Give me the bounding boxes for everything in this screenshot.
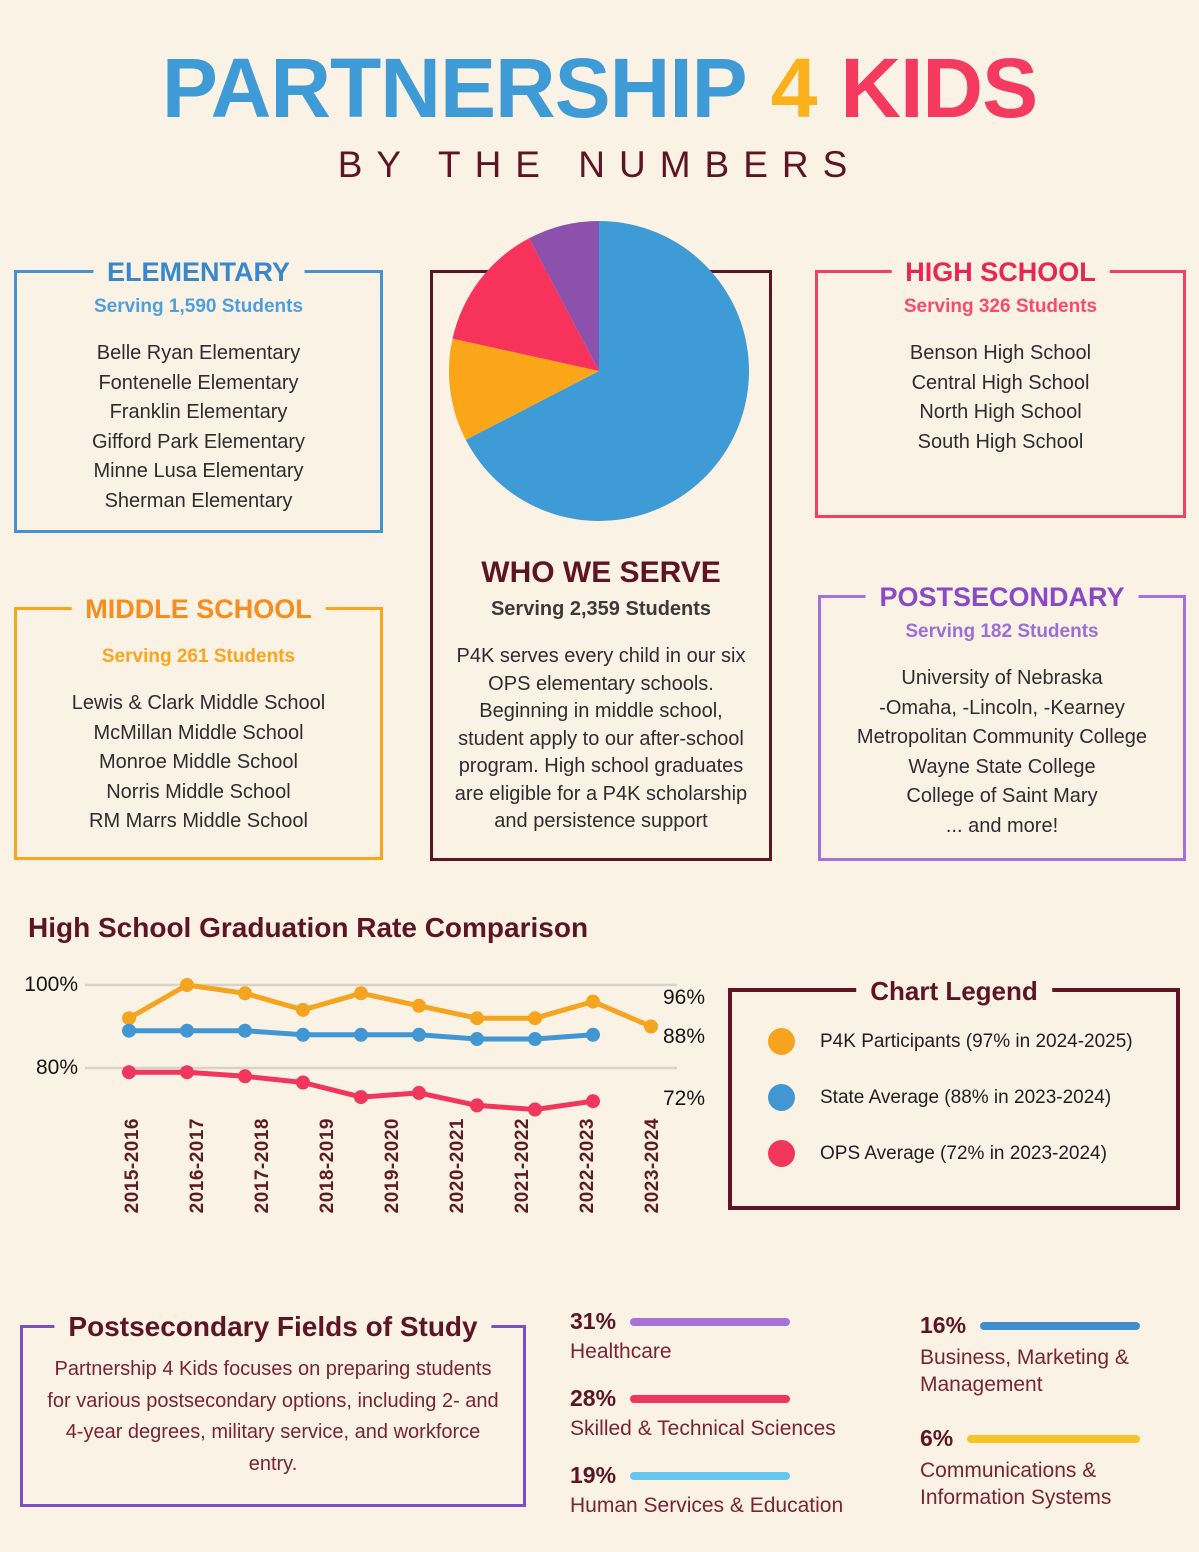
stat-bar [630,1472,790,1480]
list-item: Belle Ryan Elementary [96,342,301,364]
data-point-state [238,1024,252,1038]
list-item: Wayne State College [908,755,1096,778]
stat-label: Healthcare [570,1340,672,1363]
list-item: Benson High School [909,342,1092,364]
x-axis-tick [360,1118,425,1242]
right-label-p4k-final: 96% [663,986,706,1009]
title-4: 4 [770,41,817,135]
stat-percentage: 19% [570,1462,617,1488]
fields-of-study-section [20,1311,526,1507]
data-point-state [470,1032,484,1046]
data-point-ops [180,1065,194,1079]
legend-item-p4k [768,1028,1176,1055]
right-label-state-final: 88% [663,1025,706,1048]
data-point-p4k [586,995,600,1009]
data-point-p4k [180,978,194,992]
header [0,38,1199,186]
stat-label: Business, Marketing & Management [920,1346,1129,1396]
list-item: North High School [919,401,1082,423]
list-item: Franklin Elementary [109,401,288,423]
line-series-p4k [129,985,651,1027]
data-point-ops [122,1065,136,1079]
pie-chart-svg [449,221,749,521]
legend-item-state [768,1084,1176,1111]
data-point-p4k [470,1011,484,1025]
data-point-p4k [412,999,426,1013]
x-tick-label: 2023-2024 [641,1118,663,1214]
who-we-serve-pie-chart [449,221,749,521]
list-item: Monroe Middle School [99,751,298,773]
list-item: Central High School [911,371,1090,394]
x-tick-label: 2015-2016 [121,1118,143,1214]
stat-percentage: 28% [570,1385,617,1411]
list-item: Metropolitan Community College [856,726,1148,748]
postsecondary-list [821,664,1183,841]
middle-school-section [14,594,383,860]
x-tick-label: 2017-2018 [251,1118,273,1214]
list-item: McMillan Middle School [93,721,304,744]
x-tick-label: 2022-2023 [576,1118,598,1214]
page-title [0,38,1199,138]
stat-communications [920,1425,1140,1511]
data-point-ops [528,1103,542,1117]
x-tick-label: 2016-2017 [186,1118,208,1214]
data-point-ops [238,1069,252,1083]
right-label-ops-final: 72% [663,1087,706,1110]
stat-row [570,1385,790,1412]
middle-school-title: MIDDLE SCHOOL [71,591,326,627]
list-item: Lewis & Clark Middle School [71,692,326,714]
legend-item-ops [768,1140,1176,1167]
stat-bar [967,1435,1140,1443]
stat-row [920,1425,1140,1452]
data-point-state [528,1032,542,1046]
who-we-serve-serving-count: Serving 2,359 Students [490,598,712,620]
x-axis-tick [555,1118,620,1242]
fields-of-study-title: Postsecondary Fields of Study [54,1309,491,1345]
legend-item-label: OPS Average (72% in 2023-2024) [820,1142,1107,1164]
list-item: Minne Lusa Elementary [93,460,304,482]
title-kids: KIDS [840,41,1038,135]
state-dot-icon [768,1084,795,1111]
high-school-serving-count: Serving 326 Students [903,296,1098,317]
list-item: Gifford Park Elementary [91,430,306,453]
data-point-ops [296,1076,310,1090]
postsecondary-section [818,582,1186,861]
chart-legend-items [768,1028,1176,1167]
data-point-p4k [122,1011,136,1025]
high-school-title: HIGH SCHOOL [891,254,1110,290]
data-point-p4k [644,1020,658,1034]
x-axis-tick [100,1118,165,1242]
data-point-p4k [354,986,368,1000]
high-school-list [818,339,1183,457]
data-point-state [180,1024,194,1038]
fields-of-study-description: Partnership 4 Kids focuses on preparing students for various postsecondary options, including 2- and 4-year degrees, military service, and workforce entry. [47,1358,499,1475]
x-axis-tick [620,1118,685,1242]
x-axis-labels [100,1118,685,1242]
graduation-chart-title: High School Graduation Rate Comparison [28,912,589,943]
stat-percentage: 6% [920,1425,954,1451]
postsecondary-title: POSTSECONDARY [865,579,1138,615]
x-tick-label: 2021-2022 [511,1118,533,1214]
y-axis-label-100: 100% [24,973,78,996]
x-axis-tick [425,1118,490,1242]
legend-item-label: State Average (88% in 2023-2024) [820,1086,1112,1108]
stat-percentage: 16% [920,1312,967,1338]
stat-bar [630,1318,790,1326]
data-point-p4k [238,986,252,1000]
postsecondary-serving-count: Serving 182 Students [905,621,1099,642]
data-point-p4k [528,1011,542,1025]
elementary-serving-count: Serving 1,590 Students [93,296,304,317]
list-item: Sherman Elementary [104,489,293,512]
fields-stats-column-2 [920,1312,1140,1532]
who-we-serve-description: P4K serves every child in our six OPS elementary schools. Beginning in middle school, student apply to our after-school program. High school graduates are eligible for a P4K scholarship and persistence support [454,645,748,832]
middle-school-list [17,689,380,837]
stat-percentage: 31% [570,1308,617,1334]
stat-row [570,1462,790,1489]
page-subtitle: BY THE NUMBERS [337,144,862,185]
data-point-ops [412,1086,426,1100]
list-item: South High School [917,430,1084,453]
list-item: Fontenelle Elementary [98,371,299,394]
high-school-section [815,257,1186,518]
list-item: ... and more! [945,814,1059,837]
stat-skilled-technical [570,1385,836,1441]
x-axis-tick [230,1118,295,1242]
stat-label: Communications & Information Systems [920,1459,1112,1509]
elementary-section [14,257,383,533]
list-item: -Omaha, -Lincoln, -Kearney [879,696,1125,719]
x-axis-tick [490,1118,555,1242]
title-partnership: PARTNERSHIP [161,41,747,135]
ops-dot-icon [768,1140,795,1167]
who-we-serve-title: WHO WE SERVE [481,556,721,589]
y-axis-label-80: 80% [35,1056,78,1079]
chart-legend-title: Chart Legend [856,973,1052,1009]
elementary-school-list [17,339,380,516]
data-point-state [586,1028,600,1042]
data-point-p4k [296,1003,310,1017]
data-point-state [296,1028,310,1042]
data-point-state [412,1028,426,1042]
data-point-ops [470,1098,484,1112]
stat-human-services [570,1462,844,1518]
data-point-ops [586,1094,600,1108]
chart-legend [728,976,1180,1210]
stat-bar [630,1395,790,1403]
x-tick-label: 2020-2021 [446,1118,468,1214]
list-item: College of Saint Mary [906,785,1098,807]
stat-healthcare [570,1308,790,1364]
x-tick-label: 2019-2020 [381,1118,403,1214]
stat-business [920,1312,1140,1398]
data-point-state [354,1028,368,1042]
stat-label: Human Services & Education [570,1494,844,1517]
stat-row [570,1308,790,1335]
middle-school-serving-count: Serving 261 Students [101,646,296,667]
x-axis-tick [165,1118,230,1242]
stat-row [920,1312,1140,1339]
data-point-state [122,1024,136,1038]
list-item: Norris Middle School [106,780,291,803]
p4k-dot-icon [768,1028,795,1055]
list-item: RM Marrs Middle School [89,810,308,832]
elementary-title: ELEMENTARY [93,254,304,290]
x-tick-label: 2018-2019 [316,1118,338,1214]
data-point-ops [354,1090,368,1104]
legend-item-label: P4K Participants (97% in 2024-2025) [820,1030,1133,1052]
x-axis-tick [295,1118,360,1242]
stat-label: Skilled & Technical Sciences [570,1417,836,1440]
fields-stats-column-1 [570,1308,844,1539]
stat-bar [980,1322,1140,1330]
list-item: University of Nebraska [901,667,1103,689]
